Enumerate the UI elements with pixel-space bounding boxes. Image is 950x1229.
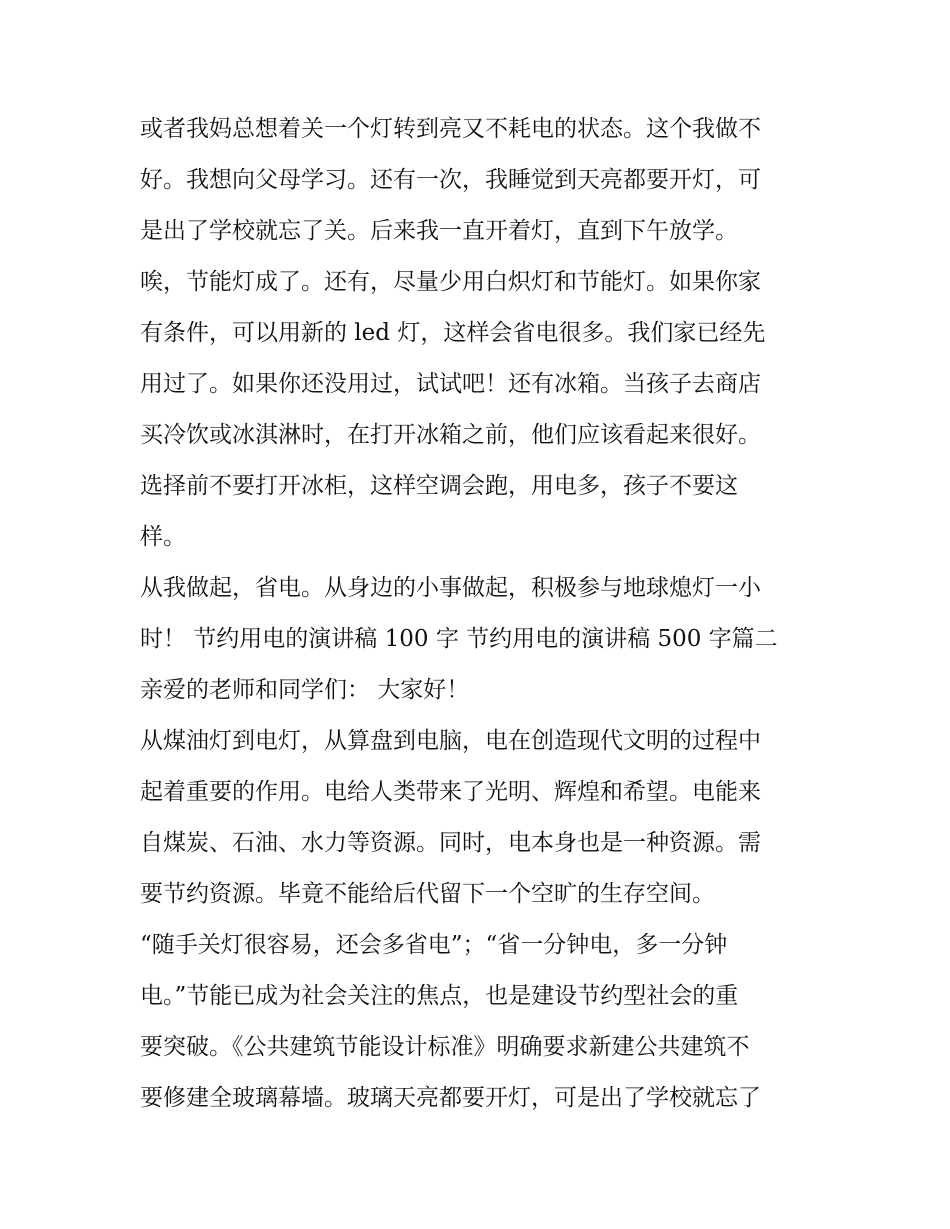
text-line-19: 要突破。《公共建筑节能设计标准》明确要求新建公共建筑不 (140, 1034, 750, 1060)
text-line-20: 要修建全玻璃幕墙。玻璃天亮都要开灯，可是出了学校就忘了 (140, 1085, 761, 1111)
text-line-14: 起着重要的作用。电给人类带来了光明、辉煌和希望。电能来 (140, 779, 761, 805)
text-line-15: 自煤炭、石油、水力等资源。同时，电本身也是一种资源。需 (140, 830, 761, 856)
text-line-2: 好。我想向父母学习。还有一次，我睡觉到天亮都要开灯，可 (140, 167, 761, 193)
text-line-6: 用过了。如果你还没用过，试试吧！还有冰箱。当孩子去商店 (140, 371, 761, 397)
text-line-12: 亲爱的老师和同学们： 大家好！ (140, 677, 470, 703)
text-line-13: 从煤油灯到电灯，从算盘到电脑，电在创造现代文明的过程中 (140, 728, 761, 754)
text-line-4: 唉，节能灯成了。还有，尽量少用白炽灯和节能灯。如果你家 (140, 269, 761, 295)
text-line-7: 买冷饮或冰淇淋时，在打开冰箱之前，他们应该看起来很好。 (140, 422, 761, 448)
text-line-11: 时！ 节约用电的演讲稿 100 字 节约用电的演讲稿 500 字篇二 (140, 626, 778, 652)
text-line-5: 有条件，可以用新的 led 灯，这样会省电很多。我们家已经先 (140, 320, 766, 346)
text-line-1: 或者我妈总想着关一个灯转到亮又不耗电的状态。这个我做不 (140, 116, 761, 142)
text-line-18: 电。”节能已成为社会关注的焦点，也是建设节约型社会的重 (140, 983, 739, 1009)
text-line-9: 样。 (140, 524, 186, 550)
text-line-8: 选择前不要打开冰柜，这样空调会跑，用电多，孩子不要这 (140, 473, 738, 499)
text-line-16: 要节约资源。毕竟不能给后代留下一个空旷的生存空间。 (140, 881, 715, 907)
text-line-17: “随手关灯很容易，还会多省电”；“省一分钟电，多一分钟 (140, 932, 728, 958)
text-line-10: 从我做起，省电。从身边的小事做起，积极参与地球熄灯一小 (140, 575, 761, 601)
document-body (140, 104, 816, 1124)
text-line-3: 是出了学校就忘了关。后来我一直开着灯，直到下午放学。 (140, 218, 738, 244)
